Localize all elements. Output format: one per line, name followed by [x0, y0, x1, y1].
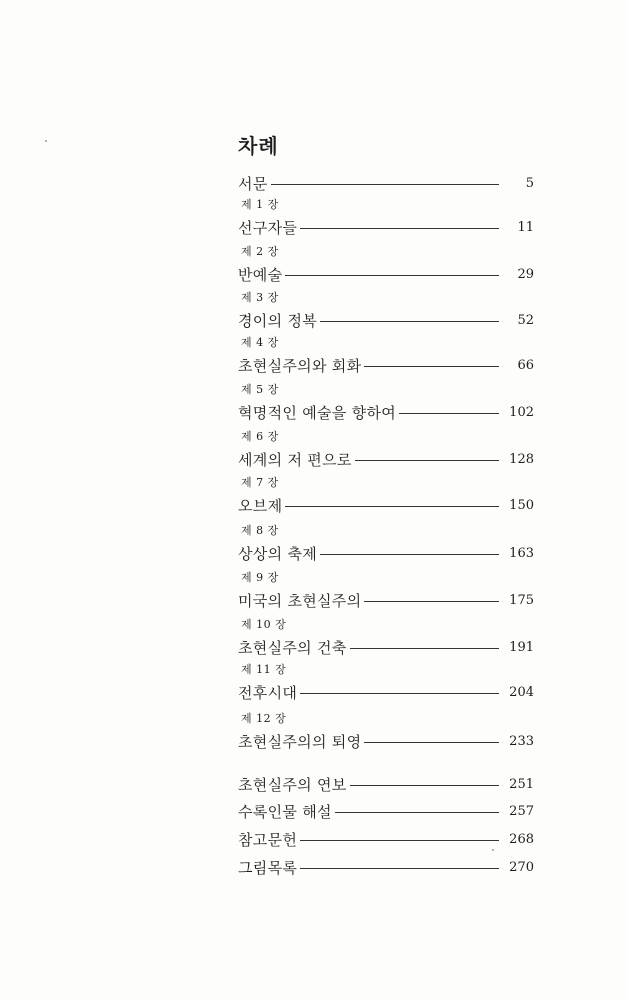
dot-leader: [355, 460, 499, 461]
toc-entry-chapter-12: [238, 712, 534, 752]
toc-entry-chapter-1: [238, 198, 534, 238]
page-number: 268: [509, 832, 534, 847]
dot-leader: [364, 601, 499, 602]
dot-leader: [364, 366, 499, 367]
chapter-number: 제 3 장: [241, 291, 279, 304]
entry-title: 그림목록: [238, 859, 298, 877]
chapter-number: 제 11 장: [241, 663, 287, 676]
chapter-number: 제 12 장: [241, 712, 287, 725]
dot-leader: [320, 321, 499, 322]
entry-title: 선구자들: [238, 219, 298, 237]
dot-leader: [285, 275, 499, 276]
dot-leader: [300, 693, 499, 694]
paper-speck: [492, 849, 494, 851]
dot-leader: [285, 506, 499, 507]
page-number: 233: [509, 734, 534, 749]
dot-leader: [399, 413, 499, 414]
page-number: 251: [509, 777, 534, 792]
toc-entry-chapter-6: [238, 430, 534, 470]
chapter-number: 제 1 장: [241, 198, 279, 211]
entry-title: 혁명적인 예술을 향하여: [238, 404, 397, 422]
chapter-number: 제 8 장: [241, 524, 279, 537]
entry-title: 초현실주의 연보: [238, 776, 347, 794]
chapter-number: 제 6 장: [241, 430, 279, 443]
page-number: 52: [517, 313, 534, 328]
entry-title: 초현실주의 건축: [238, 639, 347, 657]
page-number: 11: [517, 220, 534, 235]
entry-title: 반예술: [238, 266, 283, 284]
toc-entry-chapter-3: [238, 291, 534, 331]
page-number: 191: [509, 640, 534, 655]
entry-title: 서문: [238, 175, 268, 193]
dot-leader: [300, 228, 499, 229]
entry-title: 초현실주의와 회화: [238, 357, 362, 375]
entry-title: 미국의 초현실주의: [238, 592, 362, 610]
toc-entry-chapter-2: [238, 245, 534, 285]
entry-title: 상상의 축제: [238, 545, 318, 563]
chapter-number: 제 2 장: [241, 245, 279, 258]
toc-entry-preface: [238, 154, 534, 194]
page-number: 257: [509, 804, 534, 819]
toc-title: 차례: [238, 134, 279, 158]
entry-title: 초현실주의의 퇴영: [238, 733, 362, 751]
entry-title: 수록인물 해설: [238, 803, 332, 821]
chapter-number: 제 9 장: [241, 571, 279, 584]
toc-entry-chapter-9: [238, 571, 534, 611]
dot-leader: [350, 648, 499, 649]
dot-leader: [320, 554, 499, 555]
page-number: 66: [517, 358, 534, 373]
toc-entry-list-of-illustrations: [238, 838, 534, 878]
entry-title: 세계의 저 편으로: [238, 451, 352, 469]
entry-title: 참고문헌: [238, 831, 298, 849]
page-number: 102: [509, 405, 534, 420]
page-number: 163: [509, 546, 534, 561]
page-number: 29: [517, 267, 534, 282]
chapter-number: 제 4 장: [241, 336, 279, 349]
page-number: 150: [509, 498, 534, 513]
toc-entry-chapter-5: [238, 383, 534, 423]
page-number: 5: [525, 176, 534, 191]
chapter-number: 제 7 장: [241, 476, 279, 489]
page-number: 270: [509, 860, 534, 875]
entry-title: 경이의 정복: [238, 312, 318, 330]
toc-entry-chapter-11: [238, 663, 534, 703]
dot-leader: [300, 868, 499, 869]
page-number: 204: [509, 685, 534, 700]
page-number: 128: [509, 452, 534, 467]
toc-entry-chapter-10: [238, 618, 534, 658]
toc-entry-chapter-7: [238, 476, 534, 516]
entry-title: 전후시대: [238, 684, 298, 702]
chapter-number: 제 5 장: [241, 383, 279, 396]
dot-leader: [271, 184, 499, 185]
paper-speck: [45, 140, 47, 142]
entry-title: 오브제: [238, 497, 283, 515]
dot-leader: [364, 742, 499, 743]
toc-entry-chapter-8: [238, 524, 534, 564]
toc-entry-chapter-4: [238, 336, 534, 376]
page-number: 175: [509, 593, 534, 608]
chapter-number: 제 10 장: [241, 618, 287, 631]
